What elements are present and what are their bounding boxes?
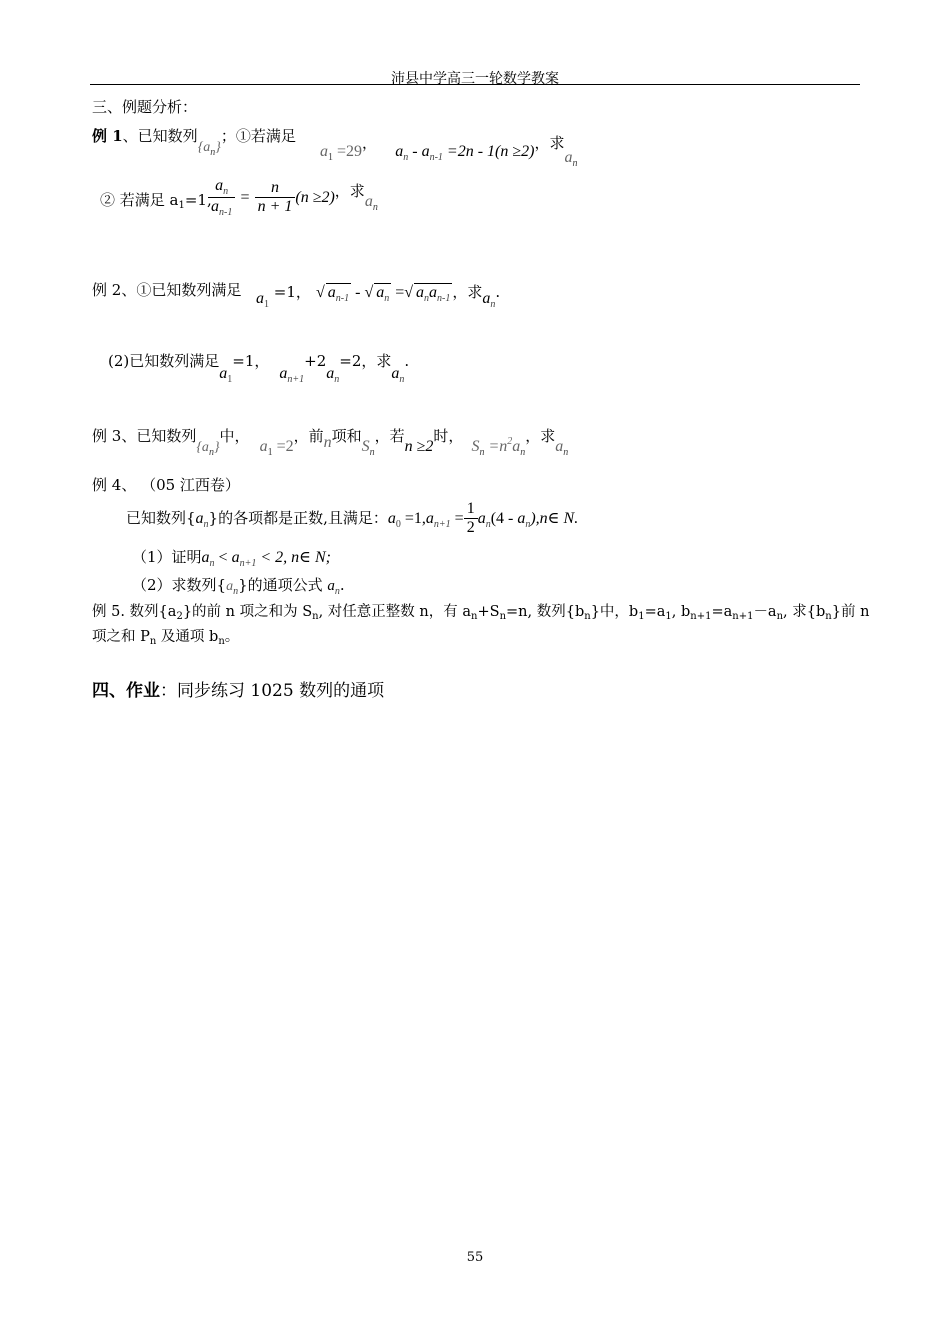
example-1-text: 、已知数列	[122, 127, 198, 145]
example-2-text: 、①已知数列满足	[121, 281, 242, 299]
period: .	[495, 283, 501, 301]
equals-sign: =	[240, 189, 250, 206]
example-4-statement	[126, 500, 578, 537]
q2-an: $a_n$	[226, 579, 239, 597]
less-than: <	[214, 549, 232, 566]
example-1-condition-2	[100, 191, 212, 215]
page-number: 55	[466, 1250, 484, 1265]
sequence-notation: $\{a_n\}$	[197, 140, 221, 158]
xianghe-text: 项和	[331, 427, 362, 445]
semicolon: ；	[220, 127, 236, 145]
ruo-text: ，若	[374, 427, 405, 445]
statement-pre: 已知数列{	[126, 509, 196, 527]
condition-2-text: ② 若满足 a	[100, 191, 179, 209]
sequence-notation: $\{a_n\}$	[196, 440, 220, 458]
recurrence-rhs: =2n - 1(n ≥2)	[442, 143, 535, 160]
n-over-n-plus-1: $\frac{n}{n + 1}$	[255, 179, 296, 216]
condition-2-sub: 1	[178, 200, 185, 211]
example-3-text: 、已知数列	[121, 427, 197, 445]
target-an-2: $a_n$	[364, 193, 378, 213]
homework-section	[92, 676, 384, 701]
q1-an: $a_n$	[201, 549, 215, 569]
example-1-line-1	[92, 127, 296, 162]
ratio-fraction: $\frac{a_n}{a_{n-1}}$	[208, 177, 235, 218]
p2-a1: $a_1$	[219, 365, 233, 385]
minus-sign: -	[408, 143, 422, 160]
period: .	[404, 352, 410, 370]
ratio-formula	[208, 177, 378, 218]
minus-sign: -	[351, 284, 365, 301]
question-2-label: （2）求数列{	[132, 576, 227, 594]
example-5-label: 例 5	[92, 604, 121, 620]
statement-end: ),n∈ N.	[530, 510, 579, 527]
ask-text-2: ，求	[334, 182, 365, 200]
sqrt-sign-2: √	[364, 284, 374, 301]
an-minus-1-term: $a_{n-1}$	[421, 143, 443, 163]
shi-text: 时，	[433, 427, 464, 445]
p2-an-plus-1: $a_{n+1}$	[279, 365, 305, 385]
qian-text: ，前	[293, 427, 324, 445]
range-condition: (n ≥2)	[295, 189, 335, 206]
homework-heading: 四、作业	[92, 681, 160, 701]
example-5-line-2: 项之和 $P_n$ 及通项 $b_n$。	[92, 629, 240, 647]
p2-an: $a_n$	[326, 365, 340, 385]
example-4-question-2	[132, 576, 345, 601]
comma: ，	[362, 134, 378, 152]
a0-value: =1,	[400, 510, 426, 527]
section-heading: 三、例题分析：	[92, 98, 198, 116]
an-term: $a_n$	[395, 143, 409, 163]
sn-term: $S_n$	[361, 438, 375, 458]
statement-mid: }的各项都是正数,且满足：	[208, 509, 388, 527]
example-2-label: 例 2	[92, 281, 122, 299]
example-5-line-1: 例 5. 数列$\{a_2\}$的前 n 项之和为 $S_n$, 对任意正整数 n，有 $a_n+S_n=n$, 数列$\{b_n\}$中，$b_1=a_1$, $b_{n+1}=a_{n+1}-a_n$, 求$\{b_n\}$前 n	[92, 604, 870, 622]
n-condition: n ≥2	[404, 438, 434, 455]
an-term: $a_n$	[195, 510, 209, 530]
equals-sign: =	[450, 510, 464, 527]
example-4-label: 例 4	[92, 476, 122, 494]
condition-1-text: ①若满足	[235, 127, 296, 145]
example-2-formula	[256, 282, 500, 310]
page-header-title: 沛县中学高三一轮数学教案	[391, 71, 559, 87]
period: .	[339, 576, 345, 594]
p2-eq1: =1，	[232, 352, 270, 370]
part-2-text: (2)已知数列满足	[108, 352, 220, 370]
question-1-label: （1）证明	[132, 548, 202, 566]
sqrt-sign-3: √	[404, 284, 414, 301]
an-plus-1-term: $a_{n+1}$	[425, 510, 451, 530]
target-an: $a_n$	[555, 438, 569, 458]
example-4-question-1	[132, 548, 331, 573]
condition-2-eq: =1,	[184, 191, 212, 209]
zhong-text: 中，	[219, 427, 250, 445]
paren-open: (4 -	[490, 510, 518, 527]
example-3-label: 例 3	[92, 427, 122, 445]
q2-target: $a_n$	[327, 578, 340, 597]
ask-text: ，求	[525, 427, 556, 445]
q1-an-plus-1: $a_{n+1}$	[231, 549, 257, 569]
sqrt-an-minus-1: $a_{n-1}$	[327, 284, 350, 304]
homework-colon: ：	[160, 681, 177, 701]
example-2-part-2	[108, 352, 409, 389]
target-an: $a_n$	[564, 149, 578, 169]
example-1-label: 例 1	[92, 127, 123, 145]
example-1-formula	[320, 134, 577, 169]
sqrt-an: $a_n$	[376, 284, 390, 304]
one-half: $\frac{1}{2}$	[464, 500, 478, 537]
p2-target-an: $a_n$	[391, 365, 405, 385]
example-4-heading	[92, 476, 240, 494]
ask-text: ，求	[452, 283, 483, 301]
homework-text: 同步练习 1025 数列的通项	[177, 681, 385, 701]
an-factor: $a_n$	[477, 510, 491, 530]
a1-term: $a_1$	[320, 143, 333, 163]
p2-plus-two: +2	[304, 352, 327, 370]
a1-term: $a_1$	[256, 290, 269, 310]
sqrt-sign-1: √	[315, 284, 325, 301]
example-4-source: 、 （05 江西卷）	[121, 476, 240, 494]
a1-term: $a_1 =2$	[259, 438, 294, 458]
an-inner: $a_n$	[517, 510, 531, 530]
sqrt-product: $a_na_{n-1}$	[416, 284, 451, 304]
a1-value: =29	[333, 143, 363, 160]
example-2-line-1	[92, 281, 241, 299]
a0-term: $a_0$	[387, 510, 401, 530]
example-3-line	[92, 427, 568, 462]
equals-sign: =	[391, 284, 405, 301]
n-term: n	[323, 434, 332, 451]
p2-eq2: =2，求	[339, 352, 392, 370]
header-rule	[90, 84, 860, 85]
q2-mid: }的通项公式	[238, 576, 328, 594]
a1-value: =1，	[269, 283, 311, 301]
q1-end: < 2, n∈ N;	[256, 549, 331, 566]
sn-formula: $S_n =n^2a_n$	[471, 436, 526, 458]
ask-text: ，求	[534, 134, 565, 152]
target-an: $a_n$	[482, 290, 496, 310]
